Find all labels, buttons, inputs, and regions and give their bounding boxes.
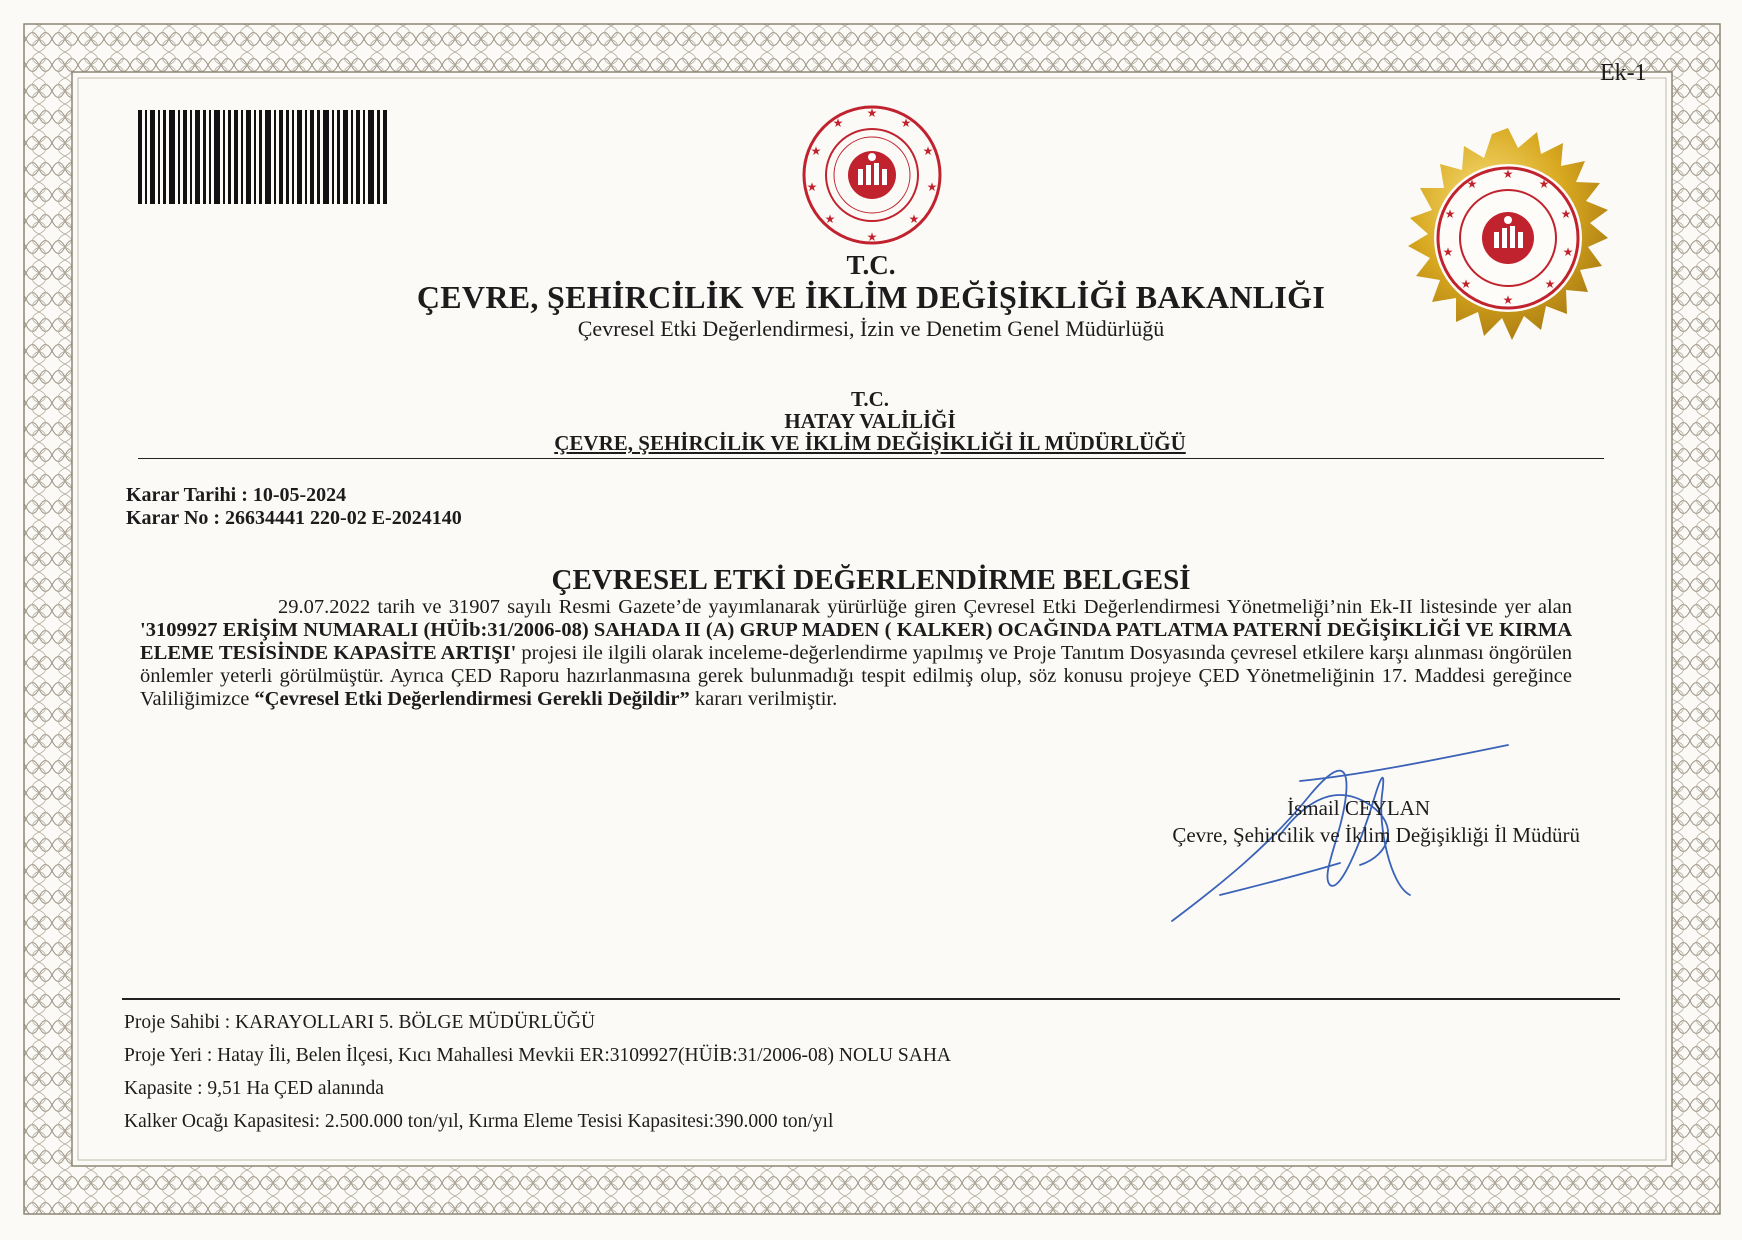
quarry-capacity: Kalker Ocağı Kapasitesi: 2.500.000 ton/yıl, Kırma Eleme Tesisi Kapasitesi:390.000 ton/yıl (124, 1111, 834, 1132)
svg-text:★: ★ (1562, 245, 1574, 259)
document-title: ÇEVRESEL ETKİ DEĞERLENDİRME BELGESİ (551, 564, 1191, 596)
svg-text:★: ★ (832, 116, 844, 130)
svg-text:★: ★ (908, 212, 920, 226)
svg-text:★: ★ (1442, 245, 1454, 259)
signer-name: İsmail CEYLAN (1287, 796, 1430, 820)
signer-title: Çevre, Şehircilik ve İklim Değişikliği İl Müdürü (1172, 823, 1580, 847)
provincial-header (140, 388, 1600, 454)
svg-text:★: ★ (806, 180, 818, 194)
svg-text:★: ★ (1538, 177, 1550, 191)
svg-text:★: ★ (824, 212, 836, 226)
project-location: Proje Yeri : Hatay İli, Belen İlçesi, Kıcı Mahallesi Mevkii ER:3109927(HÜİB:31/2006-08) NOLU SAHA (124, 1045, 952, 1066)
ministry-header (0, 250, 1742, 342)
svg-text:★: ★ (926, 180, 938, 194)
svg-text:★: ★ (922, 144, 934, 158)
body-intro: 29.07.2022 tarih ve 31907 sayılı Resmi Gazete’de yayımlanarak yürürlüğe giren Çevresel Etki Değerlendirmesi Yönetmeliği’nin Ek-II listesinde yer alan (278, 596, 1572, 618)
svg-text:★: ★ (866, 106, 878, 120)
svg-text:★: ★ (810, 144, 822, 158)
svg-text:★: ★ (1502, 167, 1514, 181)
decision-number: Karar No : 26634441 220-02 E-2024140 (126, 507, 462, 529)
ministry-name: ÇEVRE, ŞEHİRCİLİK VE İKLİM DEĞİŞİKLİĞİ BAKANLIĞI (416, 279, 1326, 315)
header-divider (138, 458, 1604, 459)
svg-text:★: ★ (866, 230, 878, 244)
annex-label: Ek-1 (1600, 60, 1647, 86)
body-middle: projesi ile ilgili olarak inceleme-değerlendirme yapılmış ve Proje Tanıtım Dosyasında çevresel etkilere karşı alınması öngörülen önlemler yeterli görülmüştür. Ayrıca ÇED Raporu hazırlanmasına gerek bulunmadığı tespit edilmiş olup, söz konusu projeye ÇED Yönetmeliğinin 17. Maddesi gereğince Valiliğimizce (140, 642, 1572, 710)
body-end: kararı verilmiştir. (689, 688, 838, 710)
tc-label: T.C. (846, 250, 896, 280)
governorship-name: HATAY VALİLİĞİ (784, 409, 956, 433)
footer-divider (122, 998, 1620, 1000)
project-details (124, 1006, 951, 1138)
project-owner: Proje Sahibi : KARAYOLLARI 5. BÖLGE MÜDÜRLÜĞÜ (124, 1012, 596, 1033)
ministry-seal (800, 103, 944, 247)
project-capacity: Kapasite : 9,51 Ha ÇED alanında (124, 1078, 384, 1099)
decision-info (126, 484, 462, 530)
svg-text:★: ★ (1544, 277, 1556, 291)
provincial-directorate-name: ÇEVRE, ŞEHİRCİLİK VE İKLİM DEĞİŞİKLİĞİ İL MÜDÜRLÜĞÜ (554, 431, 1186, 455)
barcode (138, 110, 390, 206)
sub-tc-label: T.C. (850, 387, 890, 411)
project-name: '3109927 ERİŞİM NUMARALI (HÜİb:31/2006-08) SAHADA II (A) GRUP MADEN ( KALKER) OCAĞINDA PATLATMA PATERNİ DEĞİŞİKLİĞİ VE KIRMA ELEME TESİSİNDE KAPASİTE ARTIŞI' (140, 619, 1572, 664)
svg-text:★: ★ (1444, 207, 1456, 221)
directorate-name: Çevresel Etki Değerlendirmesi, İzin ve Denetim Genel Müdürlüğü (577, 316, 1165, 341)
svg-text:★: ★ (1560, 207, 1572, 221)
signer-block (1000, 795, 1580, 849)
decision-date: Karar Tarihi : 10-05-2024 (126, 484, 347, 506)
svg-text:★: ★ (1460, 277, 1472, 291)
svg-text:★: ★ (900, 116, 912, 130)
decision-body (140, 596, 1572, 711)
svg-text:★: ★ (1466, 177, 1478, 191)
svg-text:★: ★ (1502, 293, 1514, 307)
decision-quote: “Çevresel Etki Değerlendirmesi Gerekli Değildir” (254, 688, 690, 710)
